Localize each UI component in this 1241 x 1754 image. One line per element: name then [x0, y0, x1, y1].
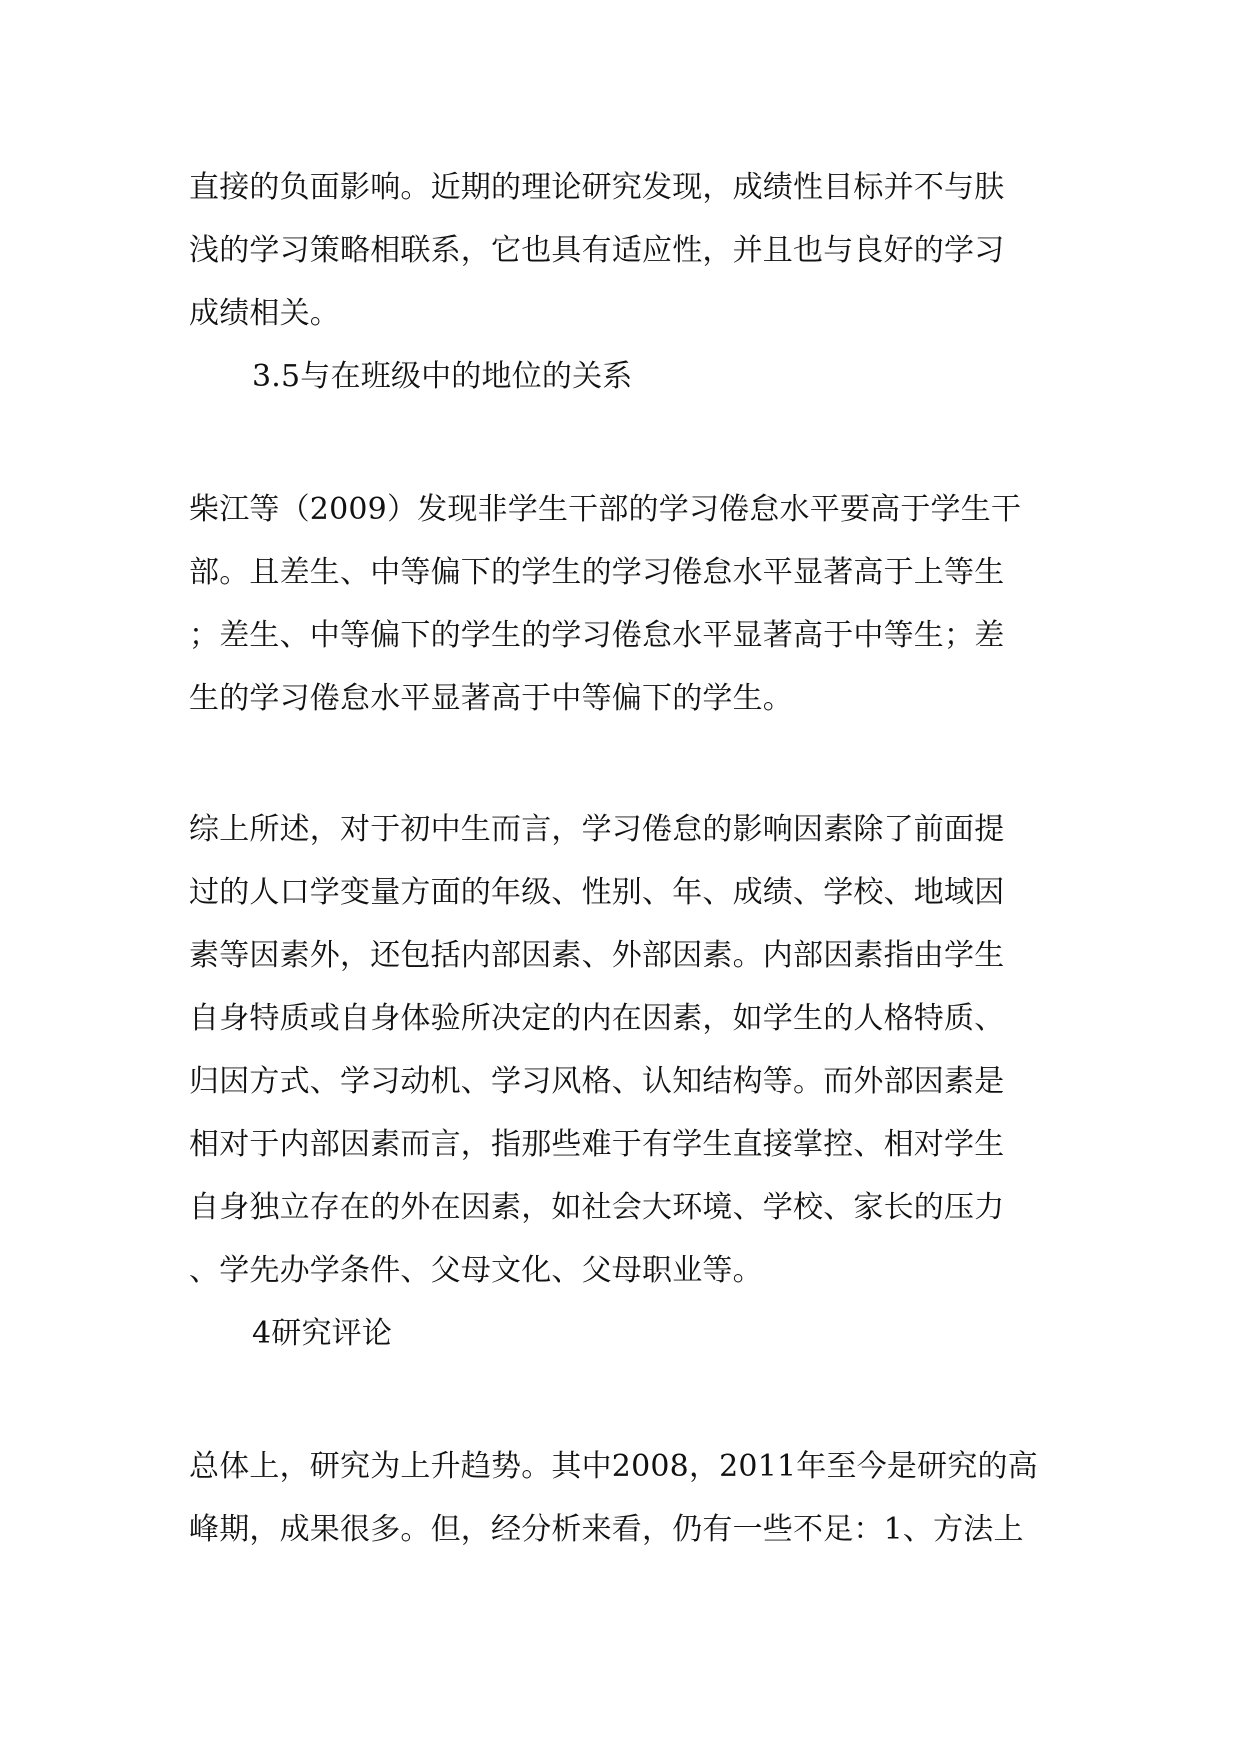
paragraph-3-line-5: 归因方式、学习动机、学习风格、认知结构等。而外部因素是 [189, 1064, 1005, 1099]
paragraph-1-line-2: 浅的学习策略相联系，它也具有适应性，并且也与良好的学习 [189, 233, 1005, 268]
paragraph-3-line-1: 综上所述，对于初中生而言，学习倦怠的影响因素除了前面提 [189, 812, 1005, 847]
paragraph-4-line-2: 峰期，成果很多。但，经分析来看，仍有一些不足：1、方法上 [189, 1512, 1024, 1547]
paragraph-3-line-6: 相对于内部因素而言，指那些难于有学生直接掌控、相对学生 [189, 1127, 1005, 1162]
paragraph-3-line-7: 自身独立存在的外在因素，如社会大环境、学校、家长的压力 [189, 1190, 1005, 1225]
section-heading-4: 4研究评论 [252, 1316, 393, 1351]
paragraph-3-line-2: 过的人口学变量方面的年级、性别、年、成绩、学校、地域因 [189, 875, 1005, 910]
paragraph-2-line-3: ；差生、中等偏下的学生的学习倦怠水平显著高于中等生；差 [189, 618, 1005, 653]
paragraph-3-line-8: 、学先办学条件、父母文化、父母职业等。 [189, 1253, 763, 1288]
paragraph-1-line-1: 直接的负面影响。近期的理论研究发现，成绩性目标并不与肤 [189, 170, 1005, 205]
paragraph-2-line-2: 部。且差生、中等偏下的学生的学习倦怠水平显著高于上等生 [189, 555, 1005, 590]
paragraph-4-line-1: 总体上，研究为上升趋势。其中2008，2011年至今是研究的高 [189, 1449, 1038, 1484]
paragraph-3-line-3: 素等因素外，还包括内部因素、外部因素。内部因素指由学生 [189, 938, 1005, 973]
paragraph-2-line-1: 柴江等（2009）发现非学生干部的学习倦怠水平要高于学生干 [189, 492, 1022, 527]
paragraph-3-line-4: 自身特质或自身体验所决定的内在因素，如学生的人格特质、 [189, 1001, 1005, 1036]
paragraph-1-line-3: 成绩相关。 [189, 296, 340, 331]
section-heading-3-5: 3.5与在班级中的地位的关系 [252, 359, 633, 394]
paragraph-2-line-4: 生的学习倦怠水平显著高于中等偏下的学生。 [189, 681, 793, 716]
